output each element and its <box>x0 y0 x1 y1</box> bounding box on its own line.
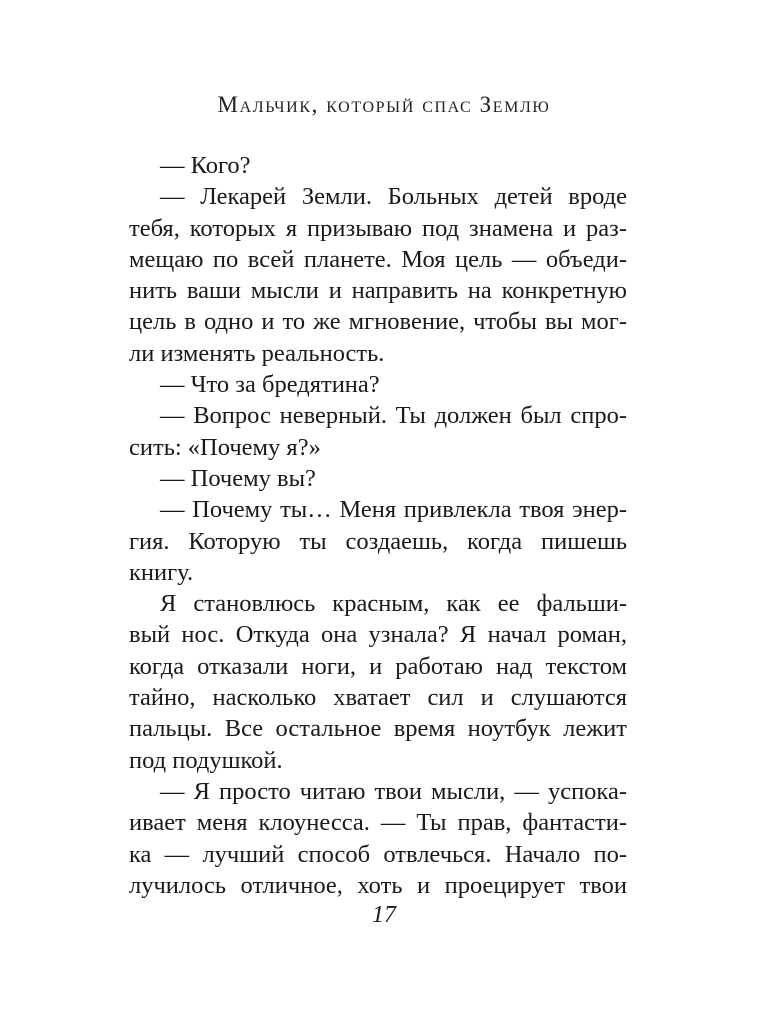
text-line: книгу. <box>129 558 194 586</box>
text-line: лучилось отличное, хоть и проецирует твои <box>129 871 627 899</box>
text-line: гия. Которую ты создаешь, когда пишешь <box>129 527 627 555</box>
text-line: Я становлюсь красным, как ее фальши- <box>160 590 627 618</box>
text-line: — Почему вы? <box>160 464 316 492</box>
text-line: — Почему ты… Меня привлекла твоя энер- <box>160 496 627 524</box>
body-text <box>129 150 627 901</box>
text-line: вый нос. Откуда она узнала? Я начал роман, <box>129 621 627 649</box>
text-line: — Вопрос неверный. Ты должен был спро- <box>160 402 627 430</box>
text-line: — Лекарей Земли. Больных детей вроде <box>160 183 627 211</box>
text-line: пальцы. Все остальное время ноутбук лежит <box>129 715 627 743</box>
text-line: цель в одно и то же мгновение, чтобы вы мог- <box>129 308 627 336</box>
text-line: мещаю по всей планете. Моя цель — объеди- <box>129 245 627 273</box>
text-line: ка — лучший способ отвлечься. Начало по- <box>129 840 627 868</box>
text-line: нить ваши мысли и направить на конкретную <box>129 277 627 305</box>
text-line: — Я просто читаю твои мысли, — успока- <box>160 777 627 805</box>
text-line: под подушкой. <box>129 746 283 774</box>
text-line: тайно, насколько хватает сил и слушаются <box>129 684 627 712</box>
text-line: ли изменять реальность. <box>129 339 385 367</box>
running-head: Мальчик, который спас Землю <box>217 92 551 117</box>
text-line: ивает меня клоунесса. — Ты прав, фантасти- <box>129 809 627 837</box>
text-line: когда отказали ноги, и работаю над текстом <box>129 652 627 680</box>
text-line: — Что за бредятина? <box>160 371 380 399</box>
text-line: сить: «Почему я?» <box>129 433 321 461</box>
page-number: 17 <box>372 902 396 928</box>
text-line: тебя, которых я призываю под знамена и раз- <box>129 214 627 242</box>
text-line: — Кого? <box>160 152 251 179</box>
